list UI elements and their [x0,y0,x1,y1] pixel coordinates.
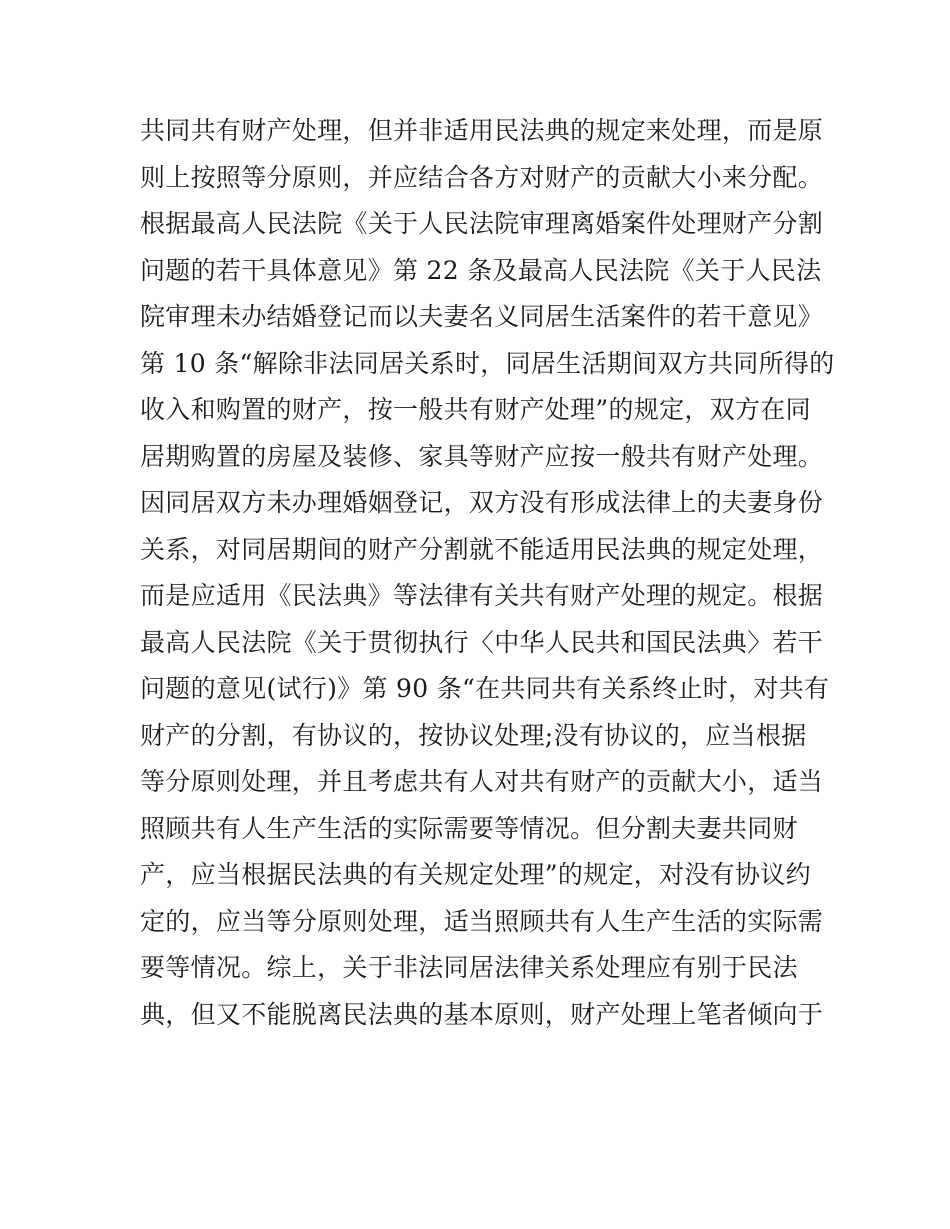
text-line: 典，但又不能脱离民法典的基本原则，财产处理上笔者倾向于 [140,999,824,1029]
text-line: 共同共有财产处理，但并非适用民法典的规定来处理，而是原 [140,116,824,145]
text-line: 关系，对同居期间的财产分割就不能适用民法典的规定处理， [140,534,824,564]
text-line: 最高人民法院《关于贯彻执行〈中华人民共和国民法典〉若干 [140,627,824,657]
text-line: 则上按照等分原则，并应结合各方对财产的贡献大小来分配。 [140,162,824,192]
text-line: 根据最高人民法院《关于人民法院审理离婚案件处理财产分割 [140,209,824,238]
text-line: 因同居双方未办理婚姻登记，双方没有形成法律上的夫妻身份 [140,488,824,517]
text-line: 问题的意见(试行)》第 90 条“在共同共有关系终止时，对共有 [140,674,830,703]
text-line: 院审理未办结婚登记而以夫妻名义同居生活案件的若干意见》 [140,302,824,331]
text-line: 财产的分割，有协议的，按协议处理;没有协议的，应当根据 [140,720,807,750]
text-line: 居期购置的房屋及装修、家具等财产应按一般共有财产处理。 [140,441,824,471]
text-line: 等分原则处理，并且考虑共有人对共有财产的贡献大小，适当 [140,767,824,796]
text-line: 照顾共有人生产生活的实际需要等情况。但分割夫妻共同财 [140,813,798,843]
body-text [140,108,835,1038]
text-line: 问题的若干具体意见》第 22 条及最高人民法院《关于人民法 [140,255,822,285]
text-line: 要等情况。综上，关于非法同居法律关系处理应有别于民法 [140,953,798,982]
text-line: 第 10 条“解除非法同居关系时，同居生活期间双方共同所得的 [140,348,835,378]
text-line: 收入和购置的财产，按一般共有财产处理”的规定，双方在同 [140,395,811,424]
text-line: 定的，应当等分原则处理，适当照顾共有人生产生活的实际需 [140,906,824,936]
text-line: 而是应适用《民法典》等法律有关共有财产处理的规定。根据 [140,581,824,610]
text-line: 产，应当根据民法典的有关规定处理”的规定，对没有协议约 [140,860,811,889]
